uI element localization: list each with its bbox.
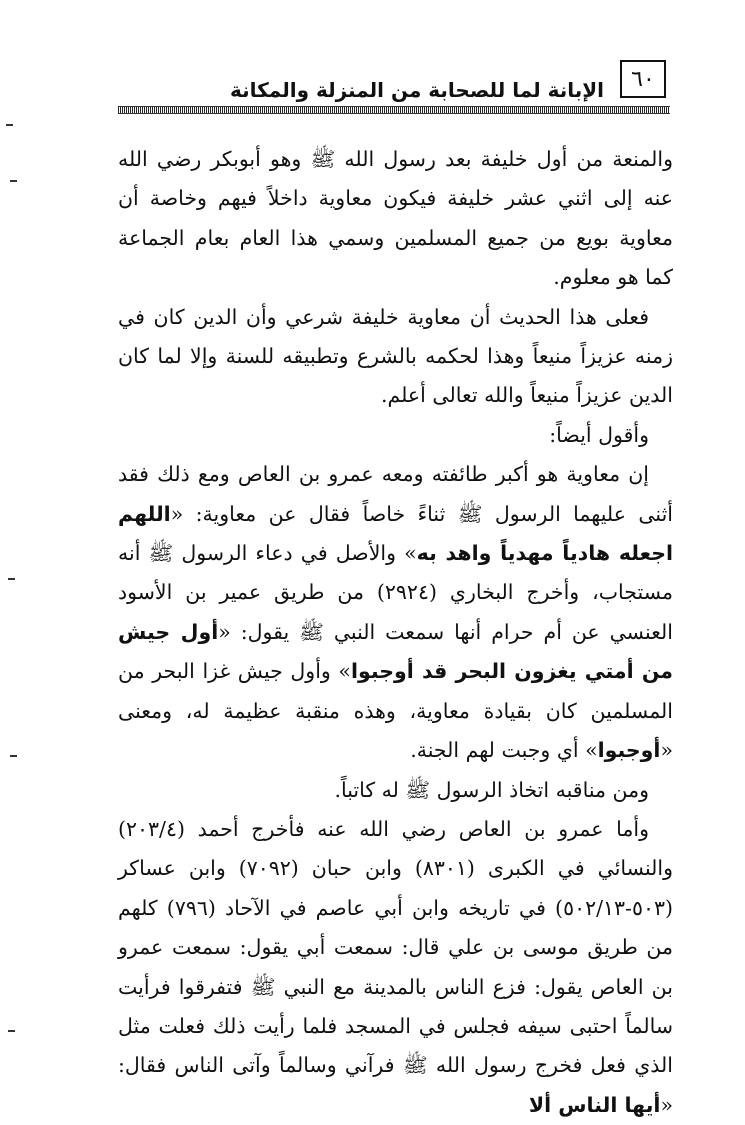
- paragraph-4: [118, 455, 673, 770]
- text-segment: » أي وجبت لهم الجنة.: [410, 738, 598, 763]
- text-segment: » وأول جيش غزا البحر من المسلمين كان بقيادة معاوية، وهذه منقبة عظيمة له، ومعنى «: [118, 659, 673, 763]
- margin-mark: [8, 578, 15, 580]
- body-text: [118, 140, 673, 1125]
- text-segment: » والأصل في دعاء الرسول ﷺ أنه مستجاب، وأخرج البخاري (٢٩٢٤) من طريق عمير بن الأسود العنسي عن أم حرام أنها سمعت النبي ﷺ يقول: «: [118, 541, 673, 644]
- text-segment: ومن مناقبه اتخاذ الرسول ﷺ له كاتباً.: [334, 777, 649, 802]
- paragraph-5: [118, 771, 673, 810]
- text-segment: إن معاوية هو أكبر طائفته ومعه عمرو بن العاص ومع ذلك فقد أثنى عليهما الرسول ﷺ ثناءً خاصاً فقال عن معاوية: «: [118, 462, 673, 526]
- running-title: الإبانة لما للصحابة من المنزلة والمكانة: [230, 78, 604, 102]
- header-rule: [118, 106, 670, 114]
- paragraph-6: [118, 810, 673, 1125]
- margin-mark: [6, 124, 13, 126]
- margin-mark: [10, 755, 17, 757]
- text-segment: فعلى هذا الحديث أن معاوية خليفة شرعي وأن الدين كان في زمنه عزيزاً منيعاً وهذا لحكمه بالشرع وتطبيقه للسنة وإلا لما كان الدين عزيزاً منيعاً والله تعالى أعلم.: [118, 304, 673, 408]
- page-number: ٦٠: [620, 60, 666, 98]
- text-segment: وأقول أيضاً:: [549, 422, 649, 447]
- text-segment: وأما عمرو بن العاص رضي الله عنه فأخرج أحمد (٢٠٣/٤) والنسائي في الكبرى (٨٣٠١) وابن حبان (٧٠٩٢) وابن عساكر (٥٠٣-٥٠٢/١٣) في تاريخه وابن أبي عاصم في الآحاد (٧٩٦) كلهم من طريق موسى بن علي قال: سمعت أبي يقول: سمعت عمرو بن العاص يقول: فزع الناس بالمدينة مع النبي ﷺ فتفرقوا فرأيت سالماً احتبى سيفه فجلس في المسجد فلما رأيت ذلك فعلت مثل الذي فعل فخرج رسول الله ﷺ فرآني وسالماً وآتى الناس فقال: «: [118, 816, 674, 1117]
- quoted-hadith: اللهم اجعله هادياً مهدياً واهد به: [118, 501, 674, 566]
- page-header: [118, 58, 670, 108]
- quoted-hadith: أوجبوا: [597, 738, 661, 763]
- paragraph-3: [118, 416, 673, 455]
- paragraph-1: [118, 140, 673, 298]
- quoted-hadith: أول جيش من أمتي يغزون البحر قد أوجبوا: [118, 619, 673, 684]
- quoted-hadith: أيها الناس ألا: [528, 1092, 661, 1117]
- margin-mark: [8, 1030, 15, 1032]
- margin-mark: [10, 180, 17, 182]
- paragraph-2: [118, 298, 673, 416]
- text-segment: والمنعة من أول خليفة بعد رسول الله ﷺ وهو أبوبكر رضي الله عنه إلى اثني عشر خليفة فيكون معاوية داخلاً فيهم وخاصة أن معاوية بويع من جميع المسلمين وسمي هذا العام بعام الجماعة كما هو معلوم.: [118, 147, 673, 290]
